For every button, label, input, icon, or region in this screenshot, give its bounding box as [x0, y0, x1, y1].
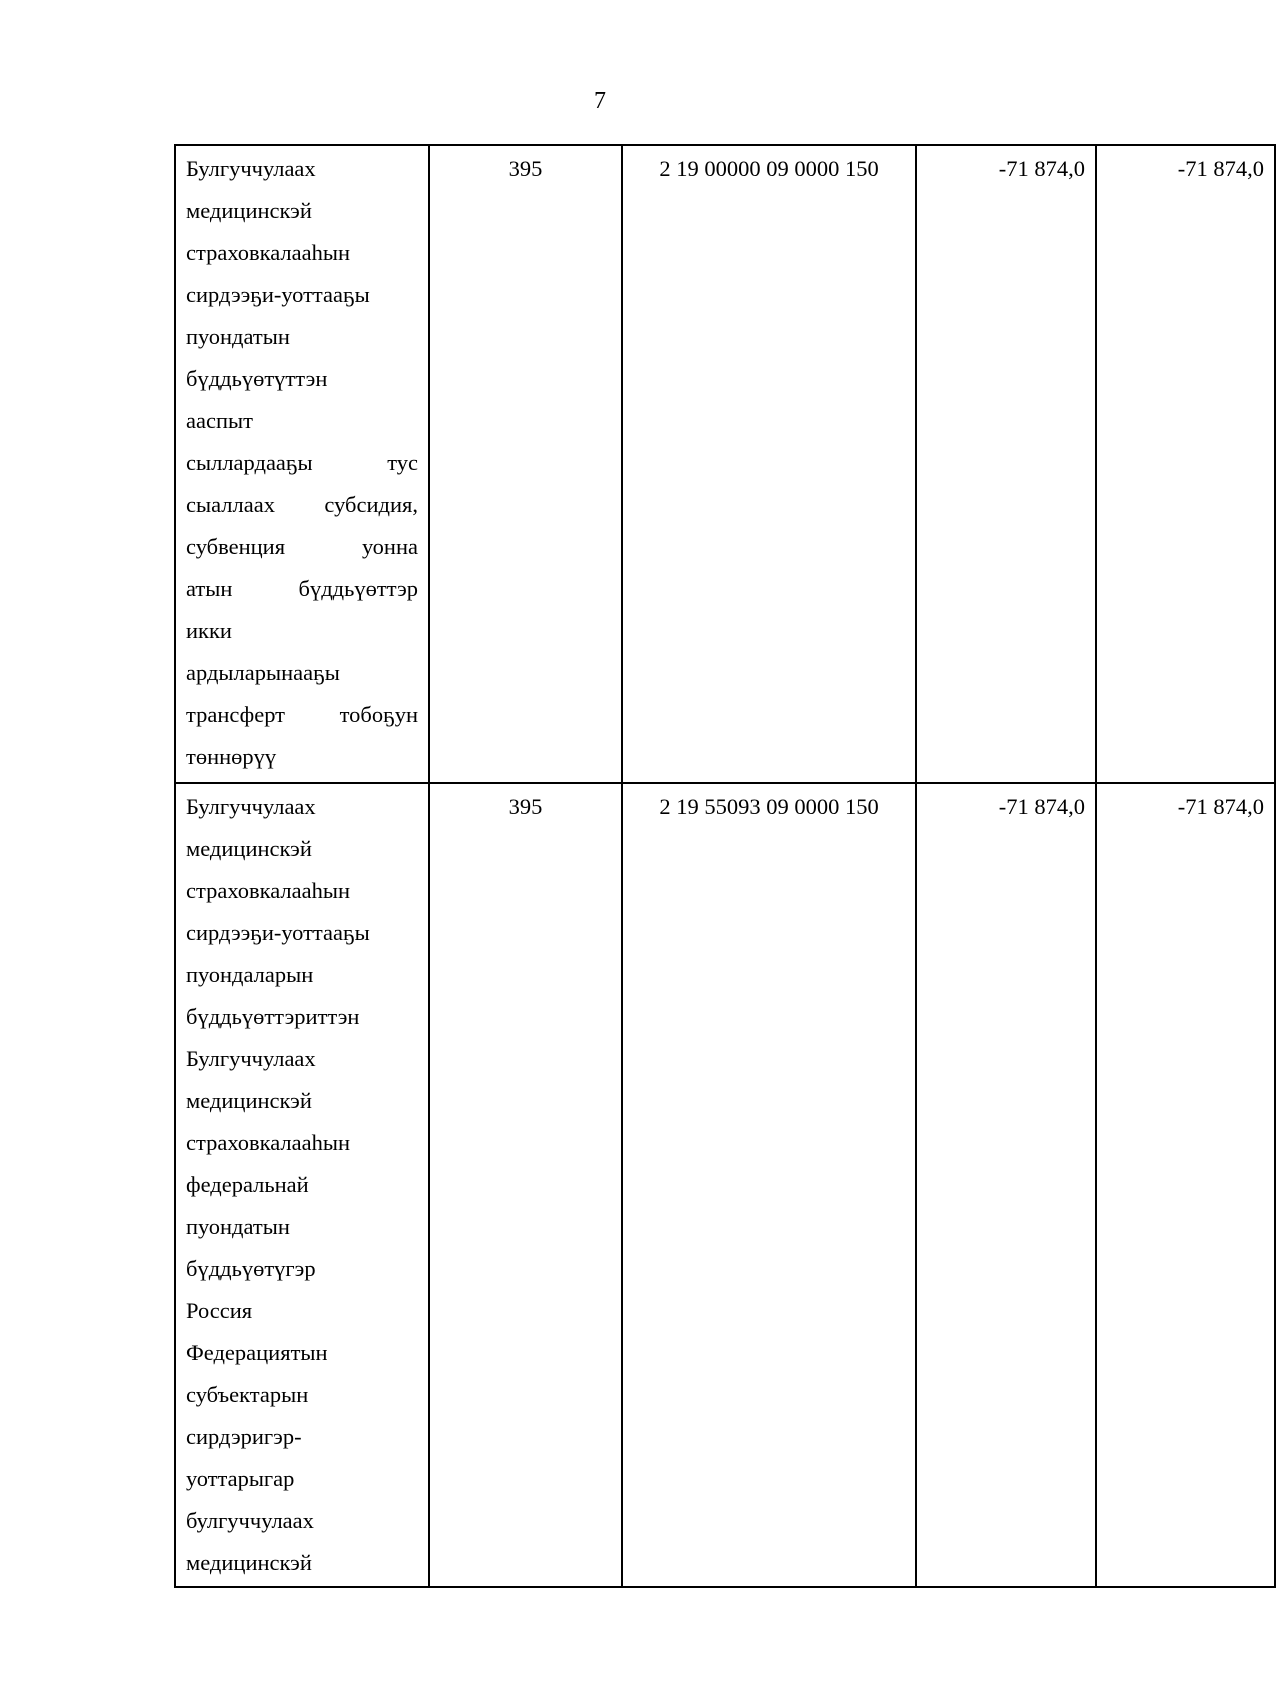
row-description-cell	[175, 783, 429, 1587]
budget-table	[174, 144, 1276, 1588]
description-line: субвенция уонна	[186, 534, 418, 559]
description-line: ардыларынааҕы	[186, 660, 340, 685]
admin-code-cell: 395	[429, 783, 622, 1587]
budget-code-cell: 2 19 00000 09 0000 150	[622, 145, 916, 783]
description-line: медицинскэй	[186, 1088, 312, 1113]
description-line: уоттарыгар	[186, 1466, 295, 1491]
description-line: трансферт тобоҕун	[186, 702, 418, 727]
row-description-cell	[175, 145, 429, 783]
description-line: медицинскэй	[186, 1550, 312, 1575]
description-line: Булгуччулаах	[186, 156, 316, 181]
description-line: бүддьүөттэриттэн	[186, 1004, 360, 1029]
amount-2-cell: -71 874,0	[1096, 145, 1275, 783]
description-line: пуондатын	[186, 1214, 290, 1239]
description-line: бүддьүөтүгэр	[186, 1256, 316, 1281]
description-line: страховкалааһын	[186, 878, 350, 903]
description-line: Булгуччулаах	[186, 794, 316, 819]
description-line: Россия	[186, 1298, 253, 1323]
description-line: пуондаларын	[186, 962, 314, 987]
page-number: 7	[594, 88, 606, 114]
description-line: сирдэригэр-	[186, 1424, 302, 1449]
description-line: ааспыт	[186, 408, 253, 433]
amount-1-cell: -71 874,0	[916, 145, 1096, 783]
table-row	[175, 145, 1275, 783]
description-line: страховкалааһын	[186, 1130, 350, 1155]
amount-1-cell: -71 874,0	[916, 783, 1096, 1587]
description-line: икки	[186, 618, 232, 643]
description-line: Булгуччулаах	[186, 1046, 316, 1071]
description-line: медицинскэй	[186, 836, 312, 861]
budget-code-cell: 2 19 55093 09 0000 150	[622, 783, 916, 1587]
description-line: федеральнай	[186, 1172, 309, 1197]
table-row	[175, 783, 1275, 1587]
description-line: страховкалааһын	[186, 240, 350, 265]
description-line: медицинскэй	[186, 198, 312, 223]
description-line: субъектарын	[186, 1382, 309, 1407]
description-line: төннөрүү	[186, 744, 277, 769]
description-line: сыллардааҕы тус	[186, 450, 418, 475]
description-line: булгуччулаах	[186, 1508, 314, 1533]
description-line: атын бүддьүөттэр	[186, 576, 418, 601]
description-line: сыаллаах субсидия,	[186, 492, 418, 517]
description-line: Федерациятын	[186, 1340, 328, 1365]
description-line: бүддьүөтүттэн	[186, 366, 328, 391]
description-line: пуондатын	[186, 324, 290, 349]
description-line: сирдээҕи-уоттааҕы	[186, 282, 370, 307]
admin-code-cell: 395	[429, 145, 622, 783]
description-line: сирдээҕи-уоттааҕы	[186, 920, 370, 945]
amount-2-cell: -71 874,0	[1096, 783, 1275, 1587]
